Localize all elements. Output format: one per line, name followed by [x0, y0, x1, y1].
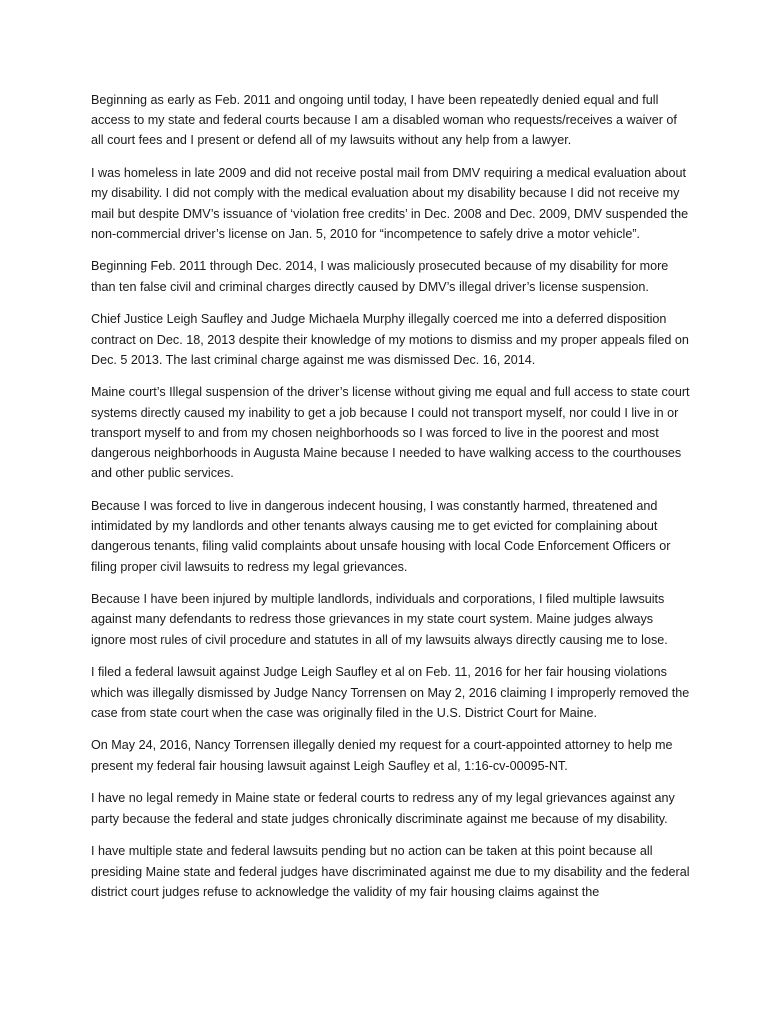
paragraph-dangerous-housing: Because I was forced to live in dangerous indecent housing, I was constantly harmed, threatened and intimidated by my landlords and other tenants always causing me to get evicted for complaining about dangerous tenants, filing valid complaints about unsafe housing with local Code Enforcement Officers or filing proper civil lawsuits to redress my legal grievances.: [91, 498, 671, 574]
paragraph-license-suspension-effects: Maine court’s Illegal suspension of the driver’s license without giving me equal and full access to state court systems directly caused my inability to get a job because I could not transport myself, nor could I live in or transport myself to and from my chosen neighborhoods so I was forced to live in the poorest and most dangerous neighborhoods in Augusta Maine because I needed to have walking access to the courthouses and other public services.: [91, 385, 690, 481]
paragraph-federal-lawsuit: I filed a federal lawsuit against Judge Leigh Saufley et al on Feb. 11, 2016 for her fair housing violations which was illegally dismissed by Judge Nancy Torrensen on May 2, 2016 claiming I improperly removed the case from state court when the case was originally filed in the U.S. District Court for Maine.: [91, 665, 690, 720]
paragraph-malicious-prosecution: Beginning Feb. 2011 through Dec. 2014, I was maliciously prosecuted because of my disability for more than ten false civil and criminal charges directly caused by DMV’s illegal driver’s license suspension.: [91, 259, 669, 294]
paragraph-no-legal-remedy: I have no legal remedy in Maine state or federal courts to redress any of my legal grievances against any party because the federal and state judges chronically discriminate against me because of my disability.: [91, 791, 675, 826]
paragraph-multiple-lawsuits: Because I have been injured by multiple landlords, individuals and corporations, I filed multiple lawsuits against many defendants to redress those grievances in my state court system. Maine judges always ignore most rules of civil procedure and statutes in all of my lawsuits always directly causing me to lose.: [91, 592, 668, 647]
paragraph-homeless-dmv: I was homeless in late 2009 and did not receive postal mail from DMV requiring a medical evaluation about my disability. I did not comply with the medical evaluation about my disability because I did not receive my mail but despite DMV’s issuance of ‘violation free credits’ in Dec. 2008 and Dec. 2009, DMV suspended the non-commercial driver’s license on Jan. 5, 2010 for “incompetence to safely drive a motor vehicle”.: [91, 166, 689, 241]
document-body: [91, 90, 691, 914]
paragraph-attorney-denied: On May 24, 2016, Nancy Torrensen illegally denied my request for a court-appointed attorney to help me present my federal fair housing lawsuit against Leigh Saufley et al, 1:16-cv-00095-NT.: [91, 738, 673, 773]
paragraph-deferred-disposition: Chief Justice Leigh Saufley and Judge Michaela Murphy illegally coerced me into a deferred disposition contract on Dec. 18, 2013 despite their knowledge of my motions to dismiss and my proper appeals filed on Dec. 5 2013. The last criminal charge against me was dismissed Dec. 16, 2014.: [91, 312, 689, 367]
paragraph-pending-lawsuits: I have multiple state and federal lawsuits pending but no action can be taken at this point because all presiding Maine state and federal judges have discriminated against me due to my disability and the federal district court judges refuse to acknowledge the validity of my fair housing claims against the: [91, 844, 690, 899]
paragraph-court-access: Beginning as early as Feb. 2011 and ongoing until today, I have been repeatedly denied equal and full access to my state and federal courts because I am a disabled woman who requests/receives a waiver of all court fees and I present or defend all of my lawsuits without any help from a lawyer.: [91, 93, 677, 148]
